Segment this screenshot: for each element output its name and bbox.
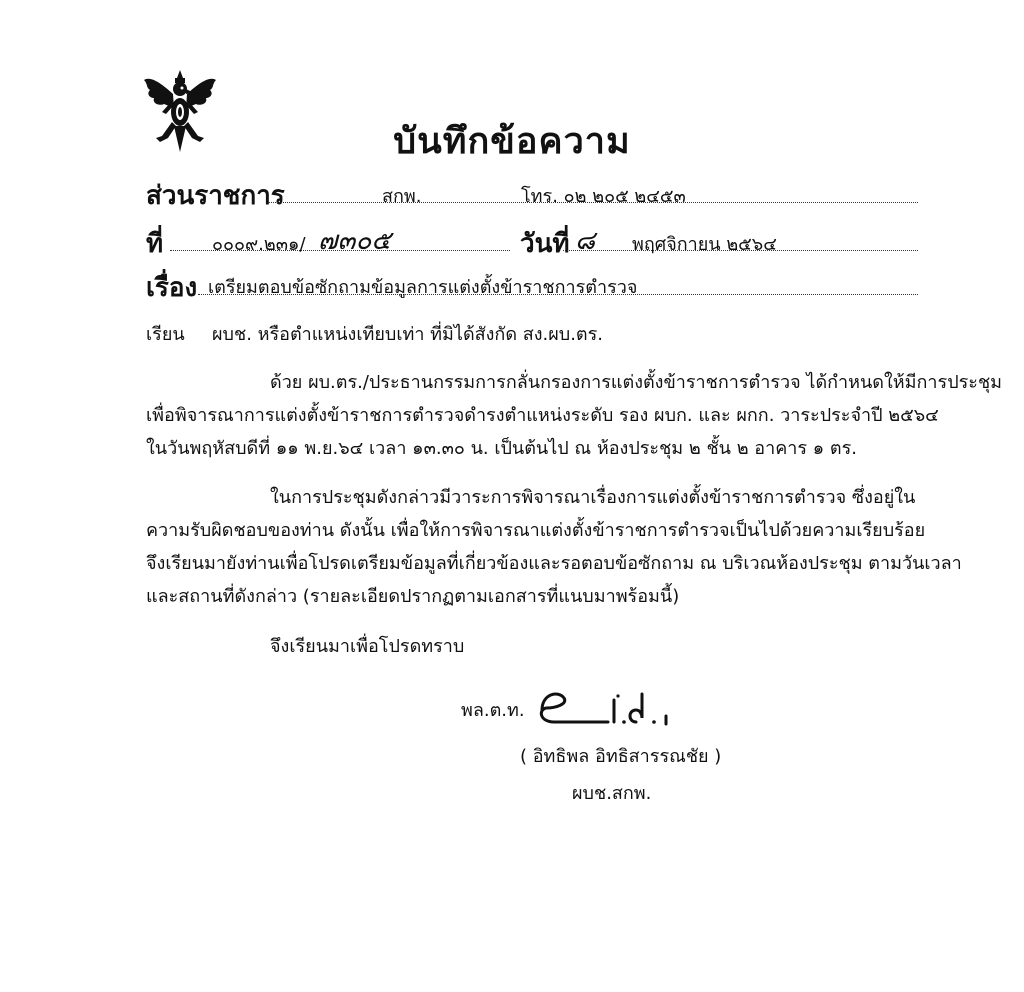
page-title: บันทึกข้อความ [393, 121, 631, 162]
agency-label: ส่วนราชการ [146, 181, 285, 211]
para2-line: จึงเรียนมายังท่านเพื่อโปรดเตรียมข้อมูลที่เกี่ยวข้องและรอตอบข้อซักถาม ณ บริเวณห้องประชุม ตามวันเวลา [146, 553, 962, 574]
salutation-value: ผบช. หรือตำแหน่งเทียบเท่า ที่มิได้สังกัด สง.ผบ.ตร. [212, 324, 603, 345]
agency-value: สกพ. [382, 186, 422, 207]
subject-value: เตรียมตอบข้อซักถามข้อมูลการแต่งตั้งข้าราชการตำรวจ [208, 277, 638, 298]
para2-line: และสถานที่ดังกล่าว (รายละเอียดปรากฏตามเอกสารที่แนบมาพร้อมนี้) [146, 586, 680, 607]
subject-label: เรื่อง [146, 273, 198, 303]
signer-name: ( อิทธิพล อิทธิสารรณชัย ) [520, 746, 722, 767]
phone-value: โทร. ๐๒ ๒๐๕ ๒๔๕๓ [521, 186, 686, 207]
date-value: พฤศจิกายน ๒๕๖๔ [632, 234, 777, 255]
para2-line: ในการประชุมดังกล่าวมีวาระการพิจารณาเรื่องการแต่งตั้งข้าราชการตำรวจ ซึ่งอยู่ใน [270, 487, 916, 508]
signer-rank: พล.ต.ท. [461, 700, 525, 721]
para1-line: ในวันพฤหัสบดีที่ ๑๑ พ.ย.๖๔ เวลา ๑๓.๓๐ น. เป็นต้นไป ณ ห้องประชุม ๒ ชั้น ๒ อาคาร ๑ ตร. [146, 438, 857, 459]
para1-line: เพื่อพิจารณาการแต่งตั้งข้าราชการตำรวจดำรงตำแหน่งระดับ รอง ผบก. และ ผกก. วาระประจำปี ๒๕๖๔ [146, 405, 939, 426]
ref-label: ที่ [146, 229, 164, 259]
ref-value: ๐๐๐๙.๒๓๑/ [212, 234, 306, 255]
date-handwritten-day: ๘ [575, 226, 596, 256]
ref-handwritten-number: ๗๓๐๕ [318, 226, 391, 256]
signer-position: ผบช.สกพ. [572, 783, 652, 804]
para2-line: ความรับผิดชอบของท่าน ดังนั้น เพื่อให้การพิจารณาแต่งตั้งข้าราชการตำรวจเป็นไปด้วยความเรียบร้อย [146, 520, 926, 541]
date-label: วันที่ [520, 229, 570, 259]
closing-text: จึงเรียนมาเพื่อโปรดทราบ [270, 636, 465, 657]
para1-line: ด้วย ผบ.ตร./ประธานกรรมการกลั่นกรองการแต่งตั้งข้าราชการตำรวจ ได้กำหนดให้มีการประชุม [270, 372, 1003, 393]
salutation-label: เรียน [146, 324, 185, 345]
handwritten-signature [536, 684, 676, 728]
